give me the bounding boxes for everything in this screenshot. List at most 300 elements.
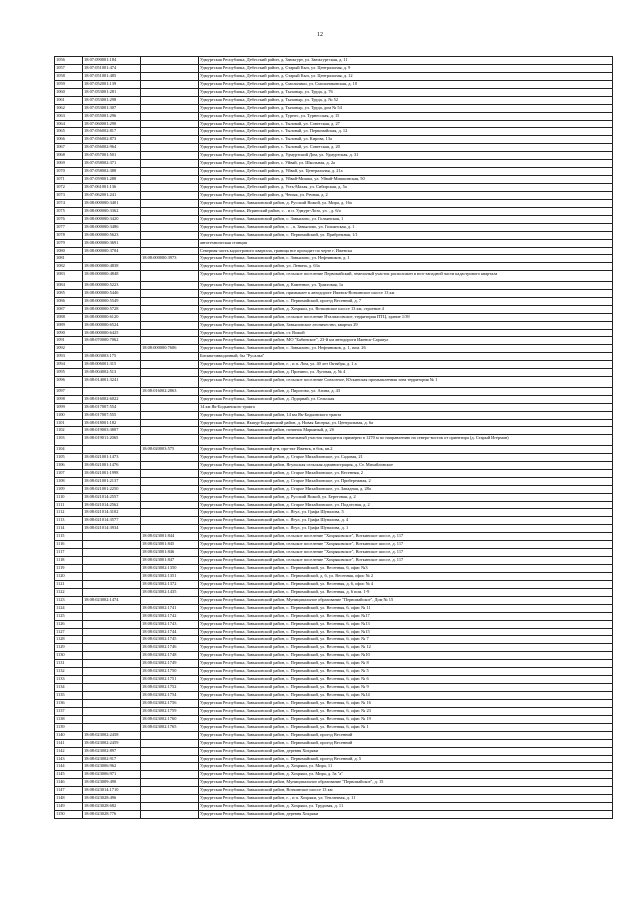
- cadastral-number-land: 18:08:017007:555: [83, 411, 141, 419]
- address: Удмуртская Республика, Завьяловский район, с. Ягул, ул. Графа Шувалова, 5: [199, 509, 613, 517]
- cadastral-number-building: [141, 435, 199, 446]
- table-row: [55, 509, 613, 517]
- table-row: [55, 525, 613, 533]
- page-number: 12: [317, 32, 323, 38]
- address: Удмуртская Республика, Якшур-Бодьинский район, д. Новая Бисерка, ул. Центральная, д. 6а: [199, 419, 613, 427]
- cadastral-number-land: 18:08:000000:3420: [83, 215, 141, 223]
- table-row: [55, 485, 613, 493]
- table-row: [55, 461, 613, 469]
- table-row: [55, 313, 613, 321]
- cadastral-number-land: 18:08:000000:3691: [83, 239, 141, 247]
- row-number: 1124: [55, 604, 83, 612]
- cadastral-number-land: 18:08:004002:513: [83, 369, 141, 377]
- address: Удмуртская Республика, Дебесский район, д. Турнес, ул. Турнесская, д. 15: [199, 112, 613, 120]
- cadastral-number-building: [141, 427, 199, 435]
- cadastral-number-land: [83, 676, 141, 684]
- cadastral-number-building: 18:08:023002:1754: [141, 692, 199, 700]
- cadastral-number-building: 18:08:023002:1748: [141, 652, 199, 660]
- cadastral-number-building: 18:08:023002:1760: [141, 715, 199, 723]
- table-row: [55, 96, 613, 104]
- table-row: [55, 72, 613, 80]
- cadastral-number-building: [141, 501, 199, 509]
- cadastral-number-building: 18:08:023002:1752: [141, 684, 199, 692]
- cadastral-number-land: 18:07:051001:485: [83, 72, 141, 80]
- address: Удмуртская Республика, Завьяловский район, с. Первомайский, ул. Весенняя, 6, офис № 23: [199, 707, 613, 715]
- address: Удмуртская Республика, Завьяловский район, д. Старое Михайловское, ул. Подлесная, д. 2: [199, 501, 613, 509]
- registry-body: [55, 57, 613, 819]
- cadastral-number-land: [83, 255, 141, 263]
- table-row: [55, 715, 613, 723]
- row-number: 1146: [55, 779, 83, 787]
- table-row: [55, 795, 613, 803]
- cadastral-number-land: [83, 549, 141, 557]
- address: Удмуртская Республика, Завьяловский район, с. Первомайский, ул. Весенняя, д. 6 пом. 1-9: [199, 588, 613, 596]
- cadastral-number-building: [141, 168, 199, 176]
- cadastral-number-land: 18:07:060001:290: [83, 120, 141, 128]
- table-row: [55, 739, 613, 747]
- cadastral-number-land: 18:07:090001:184: [83, 57, 141, 65]
- address: Удмуртская Республика, Дебесский район, д. Усть-Малая, ул. Сибирская, д. 5а: [199, 184, 613, 192]
- address: Удмуртская Республика, Завьяловский район, с. Первомайский, ул. Весенняя, 6, офис № 8: [199, 660, 613, 668]
- cadastral-number-land: [83, 572, 141, 580]
- cadastral-number-building: [141, 281, 199, 289]
- cadastral-number-land: 18:08:021001:2250: [83, 485, 141, 493]
- cadastral-number-building: [141, 395, 199, 403]
- address: Удмуртская Республика, Дебесский район, д. Уйвай, ул. Центральная, д. 21а: [199, 168, 613, 176]
- address: Удмуртская Республика, Дебесский район, д. Уйвай-Мишка, ул. Уйвай-Мишкинская, 50: [199, 176, 613, 184]
- cadastral-number-land: 18:08:021014:2557: [83, 493, 141, 501]
- row-number: 1064: [55, 120, 83, 128]
- cadastral-number-land: [83, 707, 141, 715]
- cadastral-number-land: 18:08:023002:2459: [83, 739, 141, 747]
- row-number: 1142: [55, 747, 83, 755]
- cadastral-number-land: 18:08:021014:2562: [83, 501, 141, 509]
- table-row: [55, 239, 613, 247]
- row-number: 1082: [55, 263, 83, 271]
- table-row: [55, 305, 613, 313]
- cadastral-number-land: 18:08:000000:3704: [83, 247, 141, 255]
- table-row: [55, 104, 613, 112]
- cadastral-number-building: [141, 136, 199, 144]
- cadastral-number-land: [83, 692, 141, 700]
- cadastral-number-land: 18:08:019003:3807: [83, 427, 141, 435]
- cadastral-number-land: 18:07:058002:388: [83, 168, 141, 176]
- row-number: 1065: [55, 128, 83, 136]
- address: Удмуртская Республика, Дебесский район, д. Тыловыр, ул. Труда, д. 76: [199, 88, 613, 96]
- address: Удмуртская Республика, Дебесский район, д. Тыловыр, ул. Труда, д. № 52: [199, 96, 613, 104]
- registry-table: [54, 56, 613, 819]
- cadastral-number-land: [83, 565, 141, 573]
- cadastral-number-land: [83, 557, 141, 565]
- address: Удмуртская Республика, Завьяловский район, с. Завьялово, ул. Нефтяников, д. 1, пом. 26: [199, 345, 613, 353]
- row-number: 1100: [55, 411, 83, 419]
- row-number: 1119: [55, 565, 83, 573]
- cadastral-number-building: 18:08:023002:1351: [141, 572, 199, 580]
- row-number: 1080: [55, 247, 83, 255]
- table-row: [55, 445, 613, 453]
- cadastral-number-building: 18:08:023001:847: [141, 557, 199, 565]
- row-number: 1074: [55, 199, 83, 207]
- cadastral-number-building: 18:08:023002:1745: [141, 636, 199, 644]
- address: Удмуртская Республика, Завьяловский район, д. Хохряки, ул. Мира, 11: [199, 763, 613, 771]
- table-row: [55, 120, 613, 128]
- cadastral-number-building: 18:08:023001:846: [141, 549, 199, 557]
- address: Удмуртская Республика, Завьяловский район, сельское поселение Первомайский, земельный участок расположен в юго-западной части кадастрового квартала: [199, 271, 613, 282]
- cadastral-number-land: 18:08:021014:3934: [83, 525, 141, 533]
- address: Удмуртская Республика, Завьяловский район, с. Первомайский, ул. Весенняя, 6, офис № 12: [199, 644, 613, 652]
- row-number: 1115: [55, 533, 83, 541]
- table-row: [55, 763, 613, 771]
- address: Удмуртская Республика, Завьяловский район, сельское поселение Италмасовское, территория ПТЦ, здание 1/39: [199, 313, 613, 321]
- table-row: [55, 644, 613, 652]
- cadastral-number-building: [141, 223, 199, 231]
- cadastral-number-land: [83, 345, 141, 353]
- cadastral-number-land: [83, 715, 141, 723]
- cadastral-number-building: [141, 199, 199, 207]
- row-number: 1057: [55, 64, 83, 72]
- cadastral-number-building: [141, 596, 199, 604]
- cadastral-number-land: 18:07:051001:474: [83, 64, 141, 72]
- row-number: 1067: [55, 144, 83, 152]
- cadastral-number-building: [141, 72, 199, 80]
- row-number: 1125: [55, 612, 83, 620]
- cadastral-number-land: [83, 612, 141, 620]
- table-row: [55, 427, 613, 435]
- table-row: [55, 395, 613, 403]
- cadastral-number-building: [141, 239, 199, 247]
- cadastral-number-building: [141, 289, 199, 297]
- cadastral-number-building: 18:08:023002:1756: [141, 699, 199, 707]
- row-number: 1103: [55, 435, 83, 446]
- cadastral-number-building: [141, 353, 199, 361]
- cadastral-number-land: 18:07:057001:501: [83, 152, 141, 160]
- table-row: [55, 168, 613, 176]
- cadastral-number-land: [83, 668, 141, 676]
- address: Удмуртская Республика, Завьяловский район, с. , п. Завьялово, ул. Гольянская, д. 1: [199, 223, 613, 231]
- row-number: 1120: [55, 572, 83, 580]
- row-number: 1145: [55, 771, 83, 779]
- row-number: 1117: [55, 549, 83, 557]
- address: Удмуртская Республика, Завьяловский район, с. Ягул, ул. Графа Шувалова, д. 1: [199, 525, 613, 533]
- table-row: [55, 353, 613, 361]
- cadastral-number-building: [141, 215, 199, 223]
- cadastral-number-building: 18:08:023002:1750: [141, 668, 199, 676]
- table-row: [55, 557, 613, 565]
- address: Удмуртская Республика, Завьяловский район, д. Русский Вожой, ул. Береговая, д. 2: [199, 493, 613, 501]
- cadastral-number-building: [141, 453, 199, 461]
- address: Удмуртская Республика, Завьяловский район, Муниципальное образование "Первомайское", Дом № 15: [199, 596, 613, 604]
- cadastral-number-land: [83, 541, 141, 549]
- address: Удмуртская Республика, Завьяловский район, г. , и п. Лом, ул. 40 лет Октября, д. 1 а: [199, 361, 613, 369]
- row-number: 1136: [55, 699, 83, 707]
- cadastral-number-building: [141, 763, 199, 771]
- row-number: 1084: [55, 281, 83, 289]
- address: Удмуртская Республика, Завьяловский район, с. Завьялово, ул. Гольянская, 1: [199, 215, 613, 223]
- address: Удмуртская Республика, Завьяловский район, с. Первомайский, ул. Весенняя, 6, офис № 11: [199, 604, 613, 612]
- table-row: [55, 160, 613, 168]
- cadastral-number-building: [141, 803, 199, 811]
- cadastral-number-land: 18:08:016002:6022: [83, 395, 141, 403]
- table-row: [55, 345, 613, 353]
- address: Удмуртская Республика, Завьяловский район, с. Первомайский, ул. Весенняя, 6, офис №10: [199, 652, 613, 660]
- address: Удмуртская Республика, Завьяловский район, с. Первомайский, ул. Весенняя, 6, офис №13: [199, 620, 613, 628]
- row-number: 1076: [55, 215, 83, 223]
- cadastral-number-building: [141, 88, 199, 96]
- table-row: [55, 223, 613, 231]
- address: Удмуртская Республика, Дебесский район, д. Заюкгурт, ул. Заюкгуртская, д. 11: [199, 57, 613, 65]
- address: Удмуртская Республика, Завьяловский район, сельское поселение "Хохряковское", Воткинское шоссе, д. 117: [199, 549, 613, 557]
- row-number: 1091: [55, 337, 83, 345]
- cadastral-number-building: [141, 403, 199, 411]
- cadastral-number-building: 18:08:023002:1435: [141, 588, 199, 596]
- row-number: 1112: [55, 509, 83, 517]
- table-row: [55, 281, 613, 289]
- table-row: [55, 207, 613, 215]
- cadastral-number-building: 18:08:023002:1759: [141, 707, 199, 715]
- row-number: 1135: [55, 692, 83, 700]
- cadastral-number-building: [141, 771, 199, 779]
- table-row: [55, 329, 613, 337]
- address: 14 км Як-Бодьинского тракта: [199, 403, 613, 411]
- table-row: [55, 337, 613, 345]
- row-number: 1077: [55, 223, 83, 231]
- cadastral-number-building: [141, 263, 199, 271]
- row-number: 1139: [55, 723, 83, 731]
- cadastral-number-building: [141, 321, 199, 329]
- address: Удмуртская Республика, Дебесский район, с. Тыловай, ул. Кирова, 13а: [199, 136, 613, 144]
- cadastral-number-building: [141, 191, 199, 199]
- address: Удмуртская Республика, Завьяловский район, Муниципальное образование "Первомайское", д. 15: [199, 779, 613, 787]
- cadastral-number-land: 18:08:000000:3486: [83, 223, 141, 231]
- cadastral-number-land: 18:08:000000:5549: [83, 297, 141, 305]
- cadastral-number-building: [141, 779, 199, 787]
- address: Удмуртская Республика, Дебесский район, с. Уйвай, ул. Школьная, д. 2а: [199, 160, 613, 168]
- cadastral-number-building: 18:08:023002:1746: [141, 644, 199, 652]
- row-number: 1085: [55, 289, 83, 297]
- address: Удмуртская Республика, Завьяловский район, д. Каменное, ул. Трактовая, 1а: [199, 281, 613, 289]
- table-row: [55, 699, 613, 707]
- row-number: 1116: [55, 541, 83, 549]
- address: Удмуртская Республика, Завьяловский район, с. Первомайский, ул. Весенняя, 6, офис № 5: [199, 668, 613, 676]
- cadastral-number-land: 18:08:023028:776: [83, 811, 141, 819]
- cadastral-number-building: [141, 517, 199, 525]
- cadastral-number-building: [141, 80, 199, 88]
- row-number: 1126: [55, 620, 83, 628]
- table-row: [55, 419, 613, 427]
- cadastral-number-building: [141, 747, 199, 755]
- address: Удмуртская Республика, Завьяловский район, Ягульская сельская администрация, д. Ст. Михайловское: [199, 461, 613, 469]
- table-row: [55, 152, 613, 160]
- address: Удмуртская Республика, Завьяловский район, сельское поселение "Хохряковское", Воткинское шоссе, д. 117: [199, 541, 613, 549]
- cadastral-number-building: [141, 160, 199, 168]
- address: Удмуртская Республика, Завьяловский район, ул. Ленина, д. 63а: [199, 263, 613, 271]
- cadastral-number-land: 18:07:059001:288: [83, 176, 141, 184]
- address: Удмуртская Республика, Завьяловский район, г. , и п. Хохряки, ул. Тепличная, д. 11: [199, 795, 613, 803]
- cadastral-number-land: 18:07:062001:241: [83, 191, 141, 199]
- cadastral-number-building: [141, 120, 199, 128]
- table-row: [55, 779, 613, 787]
- table-row: [55, 620, 613, 628]
- cadastral-number-building: 18:08:023002:1743: [141, 620, 199, 628]
- row-number: 1134: [55, 684, 83, 692]
- cadastral-number-land: 18:07:053001:298: [83, 96, 141, 104]
- cadastral-number-building: [141, 112, 199, 120]
- row-number: 1098: [55, 395, 83, 403]
- cadastral-number-building: [141, 493, 199, 501]
- cadastral-number-building: 18:08:023002:1742: [141, 612, 199, 620]
- cadastral-number-land: [83, 644, 141, 652]
- address: Удмуртская Республика, Завьяловский район, с. Первомайский, ул. Весенняя, 6, офис №3: [199, 565, 613, 573]
- address: Удмуртская Республика, Дебесский район, с. Тыловай, ул. Первомайская, д. 12: [199, 128, 613, 136]
- table-row: [55, 549, 613, 557]
- cadastral-number-building: 18:08:023001:844: [141, 533, 199, 541]
- address: Удмуртская Республика, Завьяловский район, с. Первомайский, проезд Весенний, д. 7: [199, 297, 613, 305]
- row-number: 1072: [55, 184, 83, 192]
- table-row: [55, 628, 613, 636]
- address: Удмуртская Республика, Дебесский район, д. Удмуртский Дом, ул. Удмуртская, д. 31: [199, 152, 613, 160]
- address: Удмуртская Республика, Завьяловский район, д. Пирогово, ул. Азина, д. 43: [199, 387, 613, 395]
- cadastral-number-building: 18:08:023001:845: [141, 541, 199, 549]
- address: Удмуртская Республика, Завьяловский район, МО "Бабинское", 23-й км автодороги Ижевск-Сарапул: [199, 337, 613, 345]
- cadastral-number-building: [141, 329, 199, 337]
- row-number: 1090: [55, 329, 83, 337]
- address: Удмуртская Республика, Завьяловский район, с. Первомайский, ул. Весенняя, 6, офис №15: [199, 628, 613, 636]
- row-number: 1114: [55, 525, 83, 533]
- cadastral-number-land: 18:07:061001:136: [83, 184, 141, 192]
- table-row: [55, 57, 613, 65]
- address: Удмуртская Республика, Завьяловский район, Завьяловское лесничество, квартал 29: [199, 321, 613, 329]
- address: Удмуртская Республика, Завьяловский район, с. Первомайский, проезд Весенний: [199, 739, 613, 747]
- table-row: [55, 289, 613, 297]
- row-number: 1068: [55, 152, 83, 160]
- address: Удмуртская Республика, Завьяловский район, д. Старое Михайловское, ул. Садовая, 21: [199, 453, 613, 461]
- cadastral-number-building: [141, 411, 199, 419]
- cadastral-number-building: 18:08:023002:1372: [141, 580, 199, 588]
- address: Удмуртская Республика, Завьяловский район, с. Первомайский, ул. Весенняя, 6, офис № 1: [199, 723, 613, 731]
- row-number: 1099: [55, 403, 83, 411]
- row-number: 1083: [55, 271, 83, 282]
- row-number: 1138: [55, 715, 83, 723]
- cadastral-number-land: [83, 699, 141, 707]
- cadastral-number-land: 18:08:003003:175: [83, 353, 141, 361]
- cadastral-number-building: 18:08:000000:7606: [141, 345, 199, 353]
- cadastral-number-land: 18:08:023028:682: [83, 803, 141, 811]
- cadastral-number-building: [141, 485, 199, 493]
- table-row: [55, 80, 613, 88]
- address: Удмуртская Республика, Завьяловский район, д. Старое Михайловское, ул. Западная, д. 28а: [199, 485, 613, 493]
- cadastral-number-land: 18:07:056002:964: [83, 144, 141, 152]
- row-number: 1063: [55, 112, 83, 120]
- address: Удмуртская Республика, Завьяловский район, сельское поселение Совхозное, Юскинская промышленная зона территория № 1: [199, 377, 613, 388]
- cadastral-number-land: 18:08:000000:4848: [83, 271, 141, 282]
- cadastral-number-land: 18:08:019011:2065: [83, 435, 141, 446]
- row-number: 1094: [55, 361, 83, 369]
- row-number: 1128: [55, 636, 83, 644]
- row-number: 1071: [55, 176, 83, 184]
- address: Удмуртская Республика, Завьяловский район, д. Хохряки, ул. Трудовая, д. 11: [199, 803, 613, 811]
- cadastral-number-land: 18:08:000000:3401: [83, 199, 141, 207]
- cadastral-number-land: 18:07:056002:873: [83, 136, 141, 144]
- address: Северная часть кадастрового квартала, граница все проходит по черте г. Ижевска: [199, 247, 613, 255]
- cadastral-number-land: [83, 620, 141, 628]
- row-number: 1093: [55, 353, 83, 361]
- row-number: 1089: [55, 321, 83, 329]
- table-row: [55, 411, 613, 419]
- cadastral-number-building: 18:08:023002:1741: [141, 604, 199, 612]
- cadastral-number-building: [141, 731, 199, 739]
- table-row: [55, 636, 613, 644]
- row-number: 1106: [55, 461, 83, 469]
- address: Удмуртская Республика, Завьяловский район, д. Старое Михайловское, ул. Прибережная, 2: [199, 477, 613, 485]
- cadastral-number-building: [141, 461, 199, 469]
- cadastral-number-land: [83, 660, 141, 668]
- table-row: [55, 493, 613, 501]
- address: Удмуртская Республика, Завьяловский район, с. Первомайский, ул. Весенняя, 6, офис № 9: [199, 684, 613, 692]
- address: Удмуртская Республика, Завьяловский район, с. Первомайский, д. 6, ул. Весенняя, офис № 2: [199, 572, 613, 580]
- row-number: 1149: [55, 803, 83, 811]
- table-row: [55, 387, 613, 395]
- cadastral-number-building: [141, 207, 199, 215]
- cadastral-number-building: 18:08:000000:3973: [141, 255, 199, 263]
- cadastral-number-land: 18:08:023006:962: [83, 763, 141, 771]
- cadastral-number-building: [141, 176, 199, 184]
- table-row: [55, 565, 613, 573]
- table-row: [55, 692, 613, 700]
- row-number: 1130: [55, 652, 83, 660]
- address: Удмуртская Республика, Завьяловский район, с. Первомайский, ул. Весенняя, 6, офис № 19: [199, 715, 613, 723]
- cadastral-number-building: [141, 419, 199, 427]
- row-number: 1144: [55, 763, 83, 771]
- address: Удмуртская Республика, Завьяловский район, с. Завьялово, ул. Нефтяников, д. 1: [199, 255, 613, 263]
- table-row: [55, 263, 613, 271]
- row-number: 1092: [55, 345, 83, 353]
- cadastral-number-building: [141, 104, 199, 112]
- row-number: 1147: [55, 787, 83, 795]
- table-row: [55, 588, 613, 596]
- cadastral-number-land: 18:08:021014:3577: [83, 517, 141, 525]
- cadastral-number-building: 18:08:023002:1765: [141, 723, 199, 731]
- cadastral-number-land: 18:08:000000:5446: [83, 289, 141, 297]
- cadastral-number-building: [141, 337, 199, 345]
- cadastral-number-building: [141, 795, 199, 803]
- address: Удмуртская Республика, Завьяловский р-н, про-ект Ижевск, в бок, кв.2: [199, 445, 613, 453]
- row-number: 1101: [55, 419, 83, 427]
- table-row: [55, 469, 613, 477]
- cadastral-number-building: [141, 305, 199, 313]
- cadastral-number-land: 18:08:000000:5223: [83, 281, 141, 289]
- cadastral-number-land: [83, 445, 141, 453]
- table-row: [55, 612, 613, 620]
- address: Удмуртская Республика, Завьяловский район, с. Первомайский, ул. Весенняя, д. 6, офис № 4: [199, 580, 613, 588]
- cadastral-number-building: [141, 313, 199, 321]
- cadastral-number-land: 18:08:021001:2137: [83, 477, 141, 485]
- row-number: 1118: [55, 557, 83, 565]
- row-number: 1075: [55, 207, 83, 215]
- cadastral-number-land: 18:08:023002:917: [83, 755, 141, 763]
- cadastral-number-land: 18:08:023002:1474: [83, 596, 141, 604]
- row-number: 1129: [55, 644, 83, 652]
- cadastral-number-building: [141, 811, 199, 819]
- table-row: [55, 184, 613, 192]
- table-row: [55, 771, 613, 779]
- table-row: [55, 369, 613, 377]
- cadastral-number-land: 18:08:023006:971: [83, 771, 141, 779]
- cadastral-number-building: 18:08:023002:1744: [141, 628, 199, 636]
- table-row: [55, 533, 613, 541]
- table-row: [55, 580, 613, 588]
- cadastral-number-land: 18:08:000000:6425: [83, 329, 141, 337]
- table-row: [55, 811, 613, 819]
